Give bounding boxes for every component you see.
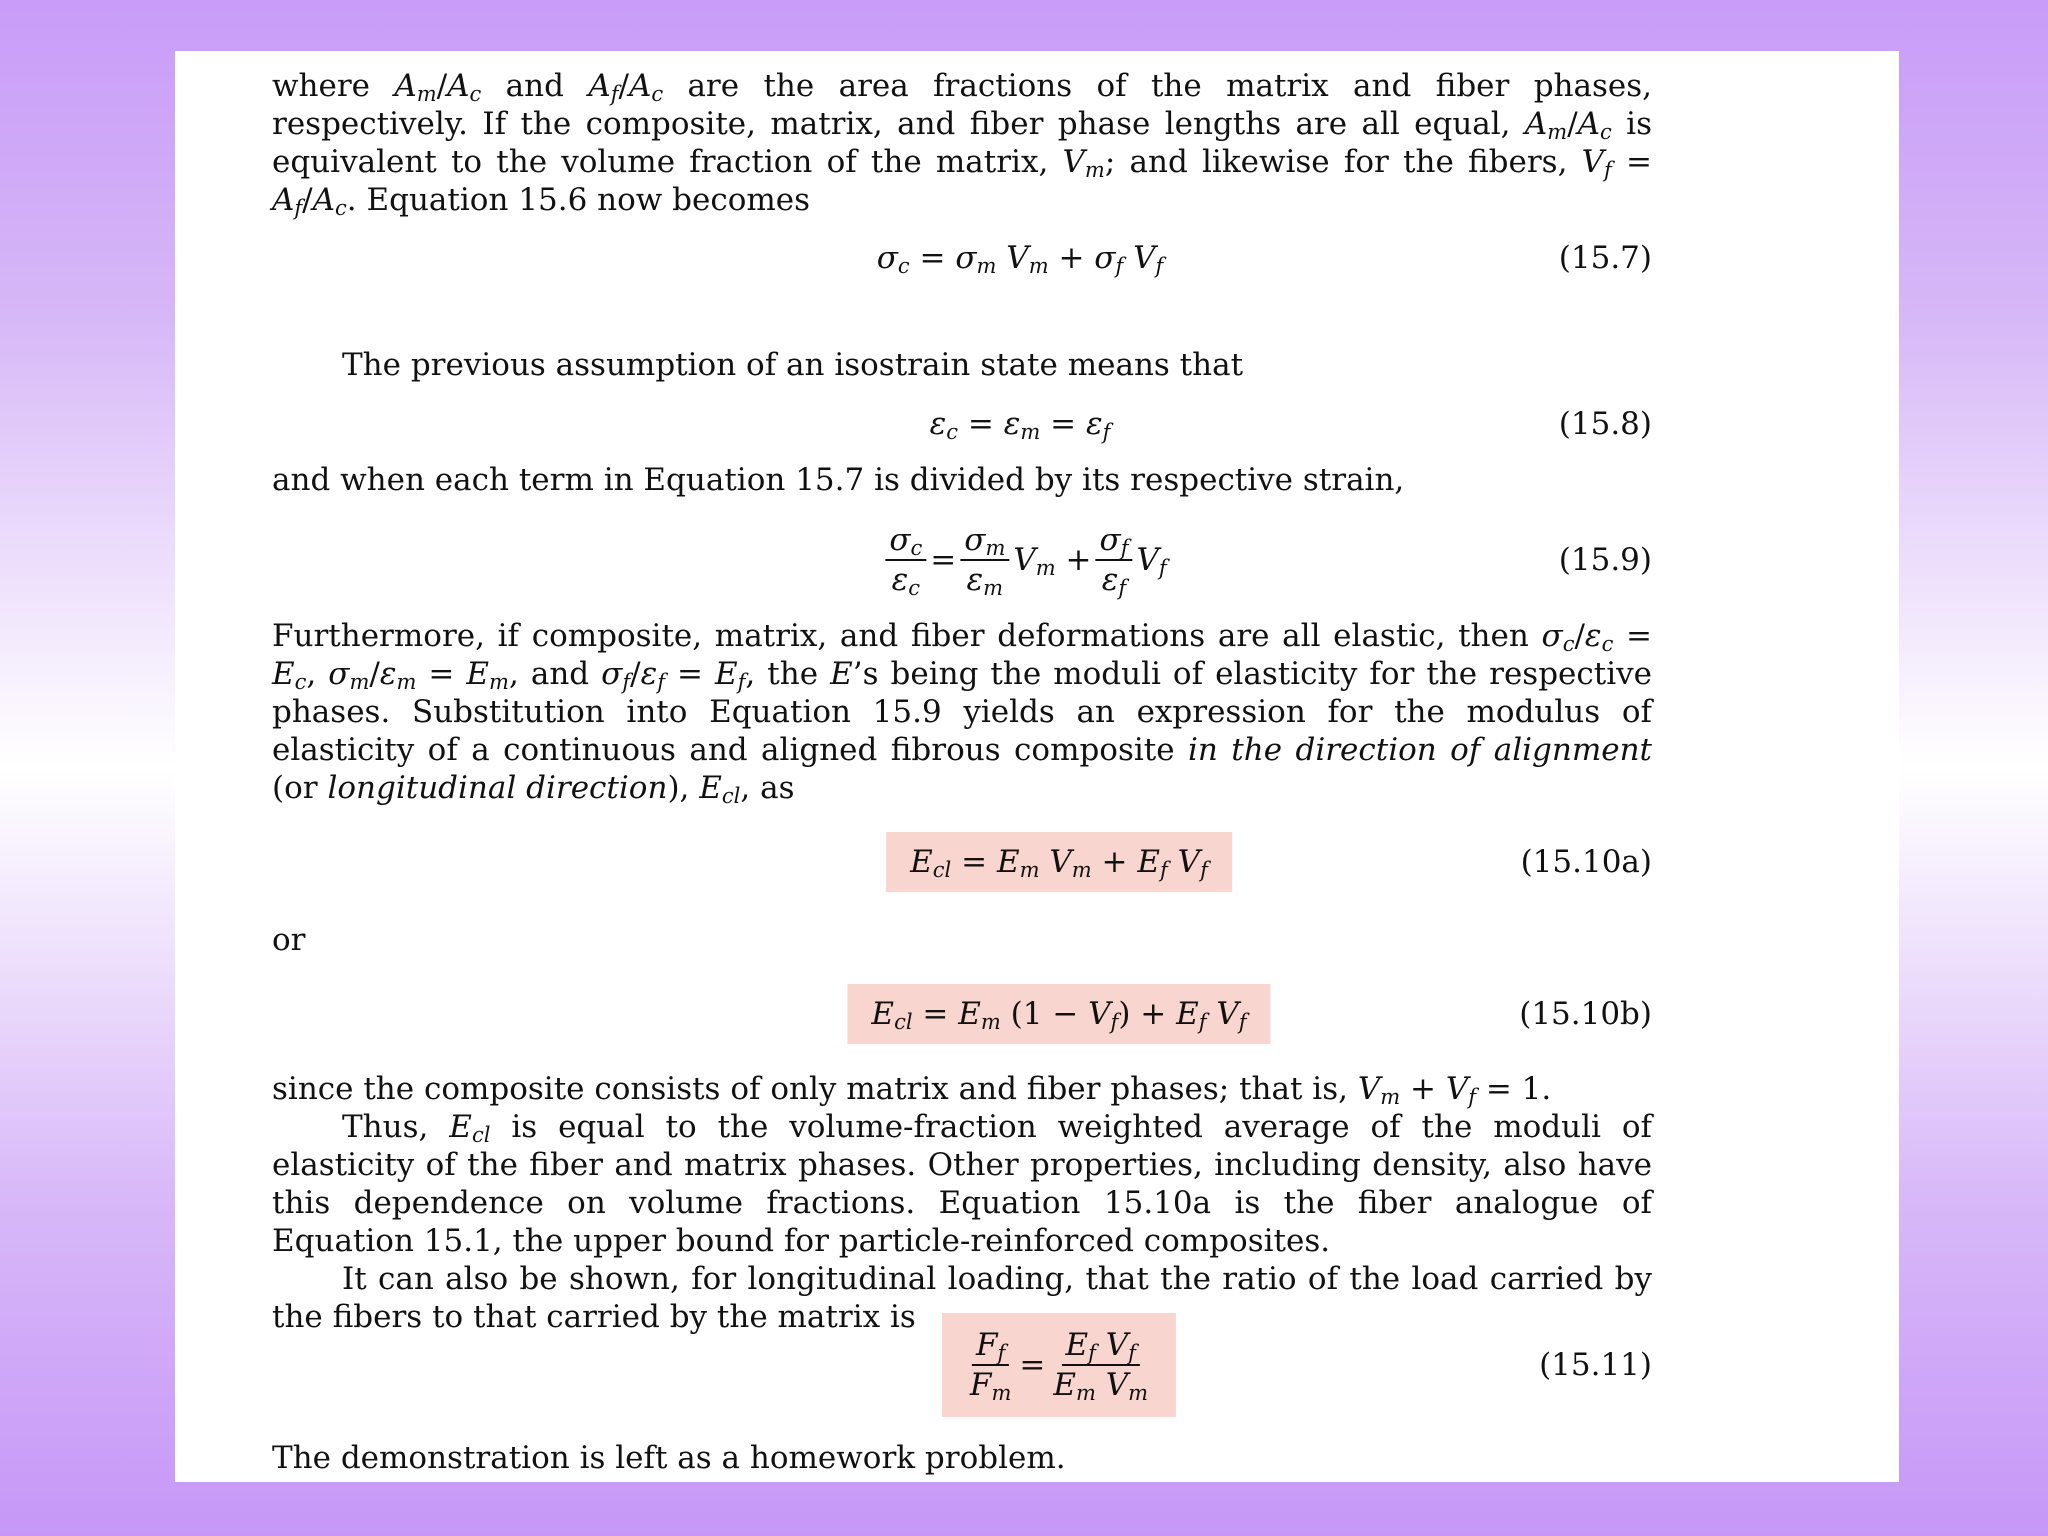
- equation-15-11-expression: $\frac{F_f}{F_m}$ = $\frac{E_f V_f}{E_m V_m}$: [942, 1313, 1176, 1417]
- paragraph-elastic-moduli: Furthermore, if composite, matrix, and fiber deformations are all elastic, then $\sigma_c/\varepsilon_c = E_c$, $\sigma_m/\varepsilon_m = E_m$, and $\sigma_f/\varepsilon_f = E_f$, the E’s being the moduli of elasticity for the respective phases. Substitution into Equation 15.9 yields an expression for the modulus of elasticity of a continuous and aligned fibrous composite in the direction of alignment (or longitudinal direction), $E_{cl}$, as: [272, 618, 1652, 808]
- equation-15-8: [272, 403, 1652, 445]
- paragraph-or: or: [272, 922, 306, 958]
- equation-number: (15.10b): [1519, 996, 1652, 1032]
- equation-15-9: [272, 517, 1652, 603]
- equation-15-10b-expression: $E_{cl}$ = $E_m$ (1 − $V_f$ ) + $E_f$ $V_f$: [847, 984, 1270, 1044]
- paragraph-load-ratio: It can also be shown, for longitudinal loading, that the ratio of the load carried by the fibers to that carried by the matrix is: [272, 1261, 1652, 1335]
- paragraph-isostrain: The previous assumption of an isostrain state means that: [342, 347, 1244, 383]
- equation-15-10b: [272, 984, 1652, 1044]
- equation-15-7: [272, 237, 1652, 279]
- paragraph-weighted-average: Thus, $E_{cl}$ is equal to the volume-fraction weighted average of the moduli of elasticity of the fiber and matrix phases. Other properties, including density, also have this dependence on volume fractions. Equation 15.10a is the fiber analogue of Equation 15.1, the upper bound for particle-reinforced composites.: [272, 1109, 1652, 1259]
- equation-15-7-expression: $\sigma_c$ = $\sigma_m$ $V_m$ + $\sigma_f$ $V_f$: [876, 240, 1164, 278]
- equation-15-10a: [272, 832, 1652, 892]
- equation-number: (15.11): [1539, 1347, 1652, 1383]
- paragraph-two-phases: since the composite consists of only matrix and fiber phases; that is, $V_m + V_f = 1$.: [272, 1071, 1552, 1109]
- document-page: [175, 51, 1899, 1482]
- equation-15-8-expression: $\varepsilon_c$ = $\varepsilon_m$ = $\varepsilon_f$: [929, 406, 1111, 444]
- equation-15-9-expression: $\frac{\sigma_c}{\varepsilon_c}$ = $\frac{\sigma_m}{\varepsilon_m}$ $V_m$ + $\frac{\sigma_f}{\varepsilon_f}$ $V_f$: [881, 517, 1166, 603]
- paragraph-area-fractions: where $A_m/A_c$ and $A_f/A_c$ are the area fractions of the matrix and fiber phases, respectively. If the composite, matrix, and fiber phase lengths are all equal, $A_m/A_c$ is equivalent to the volume fraction of the matrix, $V_m$; and likewise for the fibers, $V_f = A_f/A_c$. Equation 15.6 now becomes: [272, 68, 1653, 220]
- paragraph-divided-by-strain: and when each term in Equation 15.7 is divided by its respective strain,: [272, 462, 1405, 498]
- paragraph-homework: The demonstration is left as a homework problem.: [272, 1440, 1066, 1476]
- equation-number: (15.9): [1558, 542, 1652, 578]
- equation-number: (15.8): [1558, 406, 1652, 442]
- equation-number: (15.7): [1558, 240, 1652, 276]
- equation-15-10a-expression: $E_{cl}$ = $E_m$ $V_m$ + $E_f$ $V_f$: [886, 832, 1232, 892]
- equation-15-11: [272, 1313, 1652, 1417]
- equation-number: (15.10a): [1520, 844, 1652, 880]
